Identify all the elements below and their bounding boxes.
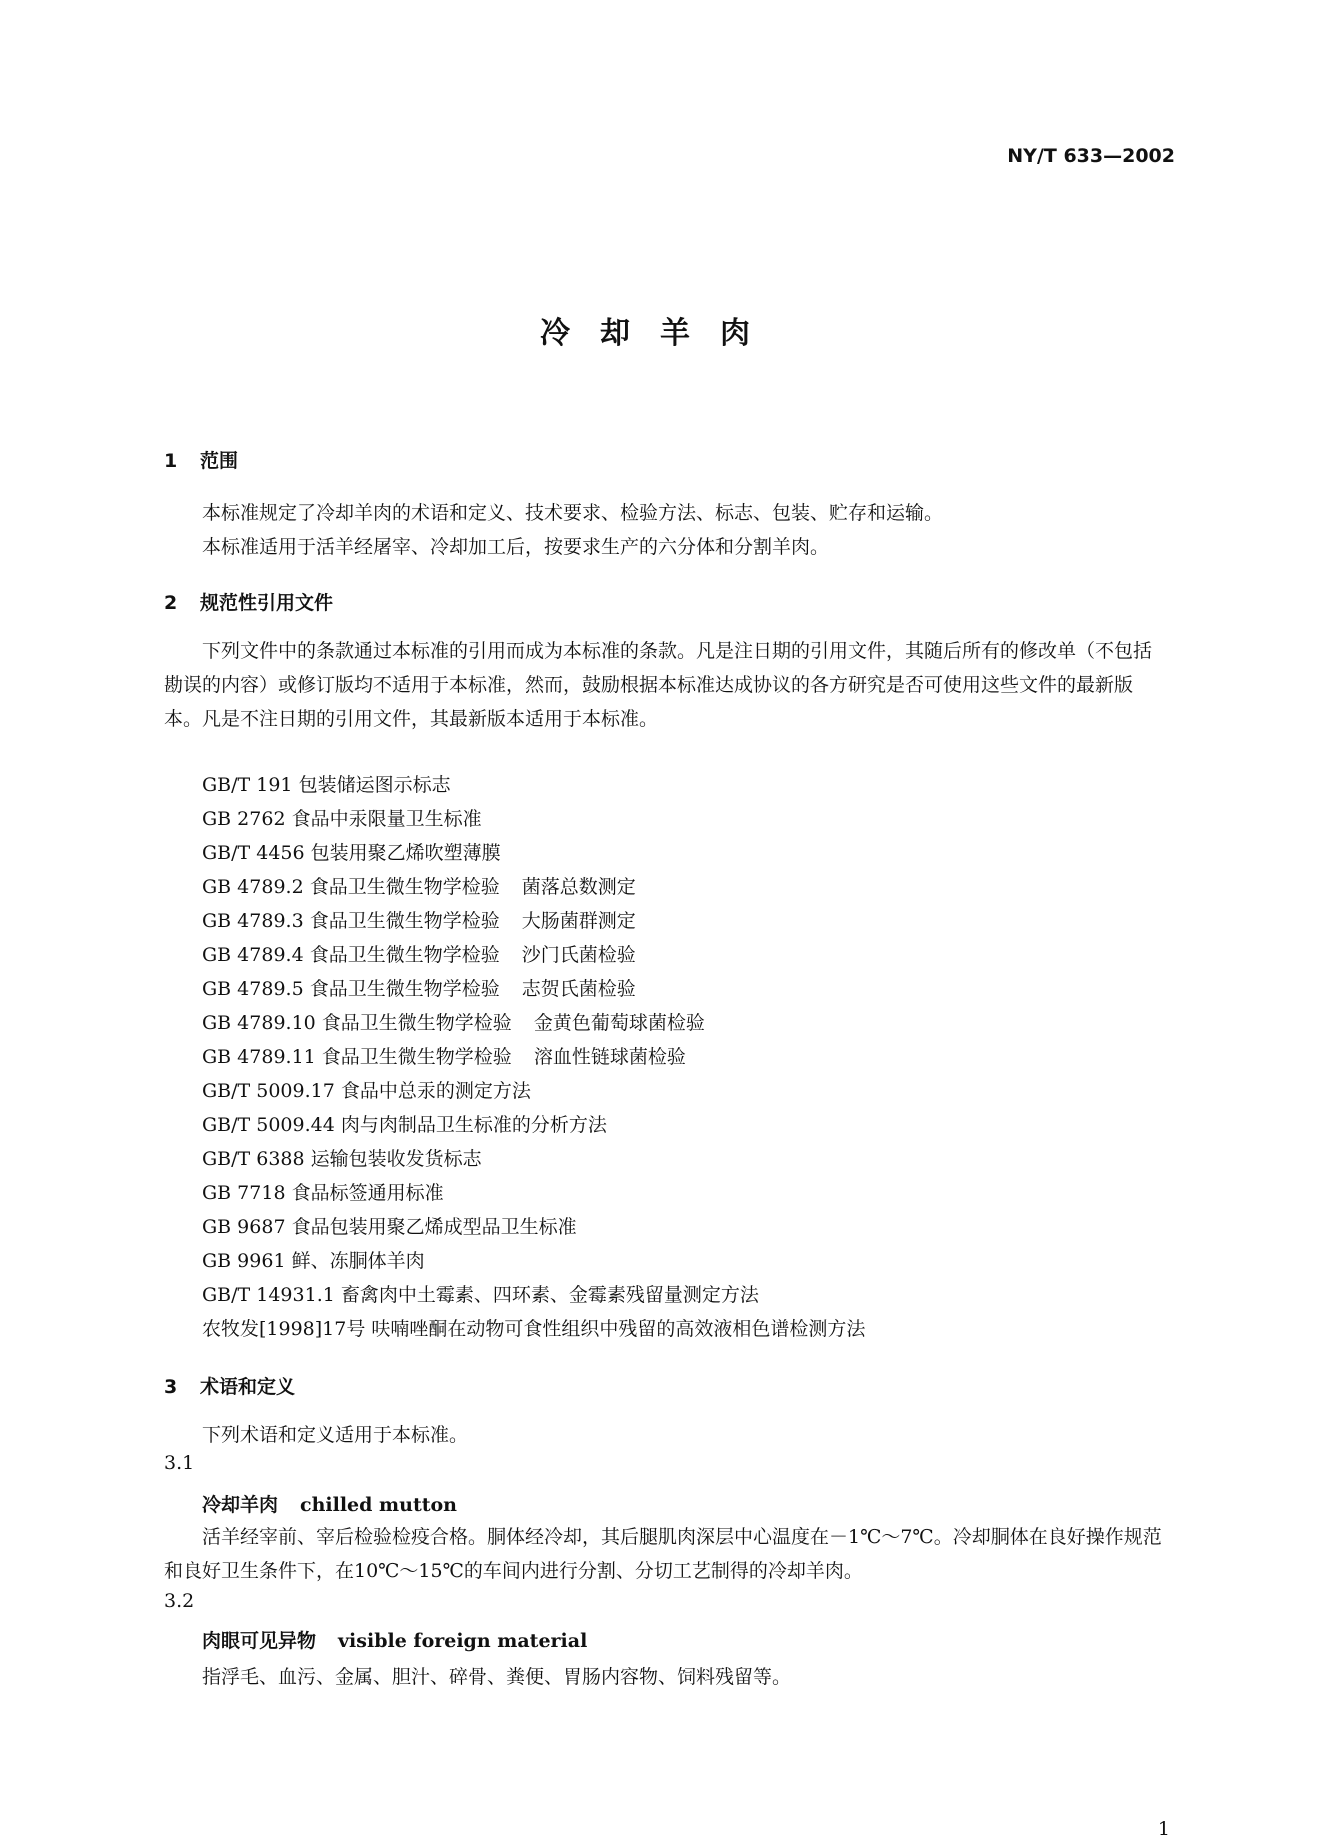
section-2-intro: 下列文件中的条款通过本标准的引用而成为本标准的条款。凡是注日期的引用文件，其随后所有的修改单（不包括勘误的内容）或修订版均不适用于本标准，然而，鼓励根据本标准达成协议的各方研究是否可使用这些文件的最新版本。凡是不注日期的引用文件，其最新版本适用于本标准。 xyxy=(164,640,1153,730)
section-3-intro: 下列术语和定义适用于本标准。 xyxy=(202,1424,469,1446)
term-number: 3.1 xyxy=(164,1452,195,1474)
reference-item: GB 7718 食品标签通用标准 xyxy=(202,1182,444,1204)
reference-item: GB 4789.10 食品卫生微生物学检验 金黄色葡萄球菌检验 xyxy=(202,1012,705,1034)
reference-item: GB/T 6388 运输包装收发货标志 xyxy=(202,1148,482,1170)
reference-item: GB 4789.3 食品卫生微生物学检验 大肠菌群测定 xyxy=(202,910,636,932)
section-1-paragraph-1: 本标准规定了冷却羊肉的术语和定义、技术要求、检验方法、标志、包装、贮存和运输。 xyxy=(202,502,944,524)
standard-code: NY/T 633—2002 xyxy=(1007,145,1175,167)
term-heading: 肉眼可见异物 visible foreign material xyxy=(202,1630,588,1652)
section-3-heading xyxy=(164,1372,295,1399)
section-title: 范围 xyxy=(200,450,239,472)
section-1-paragraph-2: 本标准适用于活羊经屠宰、冷却加工后，按要求生产的六分体和分割羊肉。 xyxy=(202,536,830,558)
section-title: 术语和定义 xyxy=(200,1376,296,1398)
reference-item: 农牧发[1998]17号 呋喃唑酮在动物可食性组织中残留的高效液相色谱检测方法 xyxy=(202,1318,866,1340)
term-definition: 活羊经宰前、宰后检验检疫合格。胴体经冷却，其后腿肌肉深层中心温度在－1℃～7℃。冷却胴体在良好操作规范和良好卫生条件下，在10℃～15℃的车间内进行分割、分切工艺制得的冷却羊肉。 xyxy=(164,1526,1162,1582)
reference-item: GB 2762 食品中汞限量卫生标准 xyxy=(202,808,482,830)
term-heading: 冷却羊肉 chilled mutton xyxy=(202,1494,457,1516)
document-title: 冷却羊肉 xyxy=(540,316,780,351)
page-number: 1 xyxy=(1157,1818,1170,1840)
reference-item: GB 4789.4 食品卫生微生物学检验 沙门氏菌检验 xyxy=(202,944,636,966)
reference-item: GB/T 5009.17 食品中总汞的测定方法 xyxy=(202,1080,531,1102)
reference-item: GB 4789.5 食品卫生微生物学检验 志贺氏菌检验 xyxy=(202,978,636,1000)
reference-item: GB 9961 鲜、冻胴体羊肉 xyxy=(202,1250,425,1272)
reference-item: GB 4789.11 食品卫生微生物学检验 溶血性链球菌检验 xyxy=(202,1046,686,1068)
section-1-heading xyxy=(164,446,238,473)
section-number: 2 xyxy=(164,592,178,614)
term-number: 3.2 xyxy=(164,1590,195,1612)
term-definition: 指浮毛、血污、金属、胆汁、碎骨、粪便、胃肠内容物、饲料残留等。 xyxy=(202,1666,792,1688)
section-title: 规范性引用文件 xyxy=(200,592,334,614)
section-number: 1 xyxy=(164,450,178,472)
reference-item: GB/T 5009.44 肉与肉制品卫生标准的分析方法 xyxy=(202,1114,607,1136)
reference-item: GB 9687 食品包装用聚乙烯成型品卫生标准 xyxy=(202,1216,577,1238)
reference-item: GB/T 14931.1 畜禽肉中土霉素、四环素、金霉素残留量测定方法 xyxy=(202,1284,759,1306)
reference-item: GB 4789.2 食品卫生微生物学检验 菌落总数测定 xyxy=(202,876,636,898)
section-2-heading xyxy=(164,588,333,615)
section-number: 3 xyxy=(164,1376,178,1398)
reference-item: GB/T 4456 包装用聚乙烯吹塑薄膜 xyxy=(202,842,501,864)
reference-item: GB/T 191 包装储运图示标志 xyxy=(202,774,451,796)
